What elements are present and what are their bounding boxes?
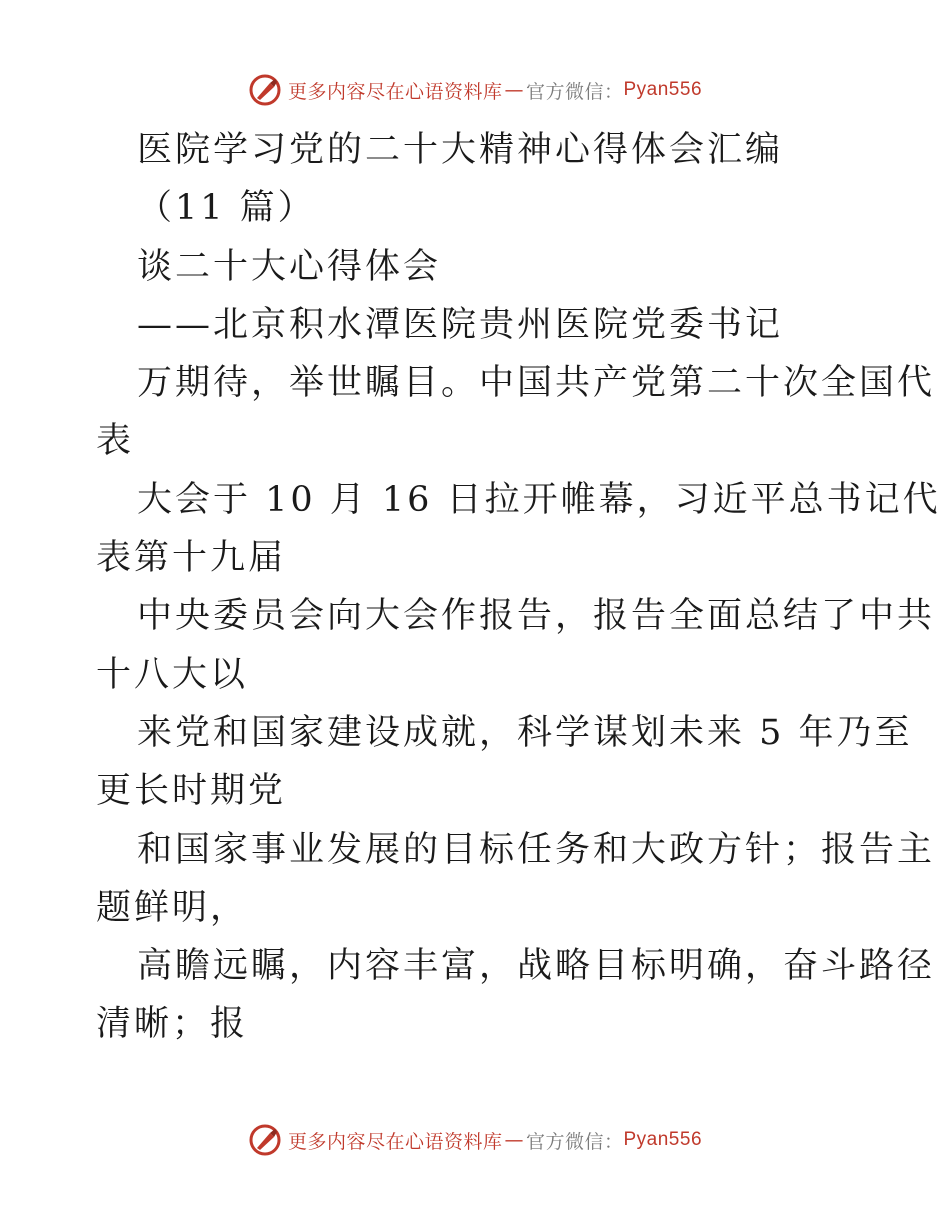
body-text-line: 题鲜明， xyxy=(96,887,249,928)
body-text-line: 十八大以 xyxy=(96,654,249,695)
body-text-line: 更长时期党 xyxy=(96,771,287,812)
body-text-line: 中央委员会向大会作报告，报告全面总结了中共 xyxy=(137,596,936,637)
watermark-separator: — xyxy=(504,1129,524,1151)
document-title: 医院学习党的二十大精神心得体会汇编 xyxy=(137,130,784,170)
body-text-line: 清晰；报 xyxy=(96,1004,249,1045)
watermark-separator: — xyxy=(504,79,524,101)
document-subtitle: （11 篇） xyxy=(137,188,316,229)
body-text-line: 和国家事业发展的目标任务和大政方针；报告主 xyxy=(137,829,936,870)
body-text-line: 万期待，举世瞩目。中国共产党第二十次全国代 xyxy=(137,363,936,404)
article-byline: ——北京积水潭医院贵州医院党委书记 xyxy=(137,304,784,345)
body-text-line: 表第十九届 xyxy=(96,538,287,579)
body-text-line: 大会于 10 月 16 日拉开帷幕，习近平总书记代 xyxy=(137,479,941,520)
watermark-wechat-id: Pyan556 xyxy=(623,79,703,100)
watermark-header xyxy=(0,72,950,108)
body-text-line: 高瞻远瞩，内容丰富，战略目标明确，奋斗路径 xyxy=(137,946,936,987)
watermark-footer xyxy=(0,1122,950,1158)
pen-nib-seal-icon xyxy=(248,73,282,107)
body-text-line: 来党和国家建设成就，科学谋划未来 5 年乃至 xyxy=(137,712,913,753)
body-text-line: 表 xyxy=(96,421,135,462)
watermark-site-text: 更多内容尽在心语资料库 xyxy=(287,80,503,103)
watermark-wechat-label: 官方微信： xyxy=(525,80,624,103)
pen-nib-seal-icon xyxy=(248,1123,282,1157)
watermark-site-text: 更多内容尽在心语资料库 xyxy=(287,1130,503,1153)
document-body xyxy=(96,121,941,1054)
watermark-wechat-label: 官方微信： xyxy=(525,1130,624,1153)
watermark-wechat-id: Pyan556 xyxy=(623,1129,703,1150)
article-heading: 谈二十大心得体会 xyxy=(137,246,442,287)
